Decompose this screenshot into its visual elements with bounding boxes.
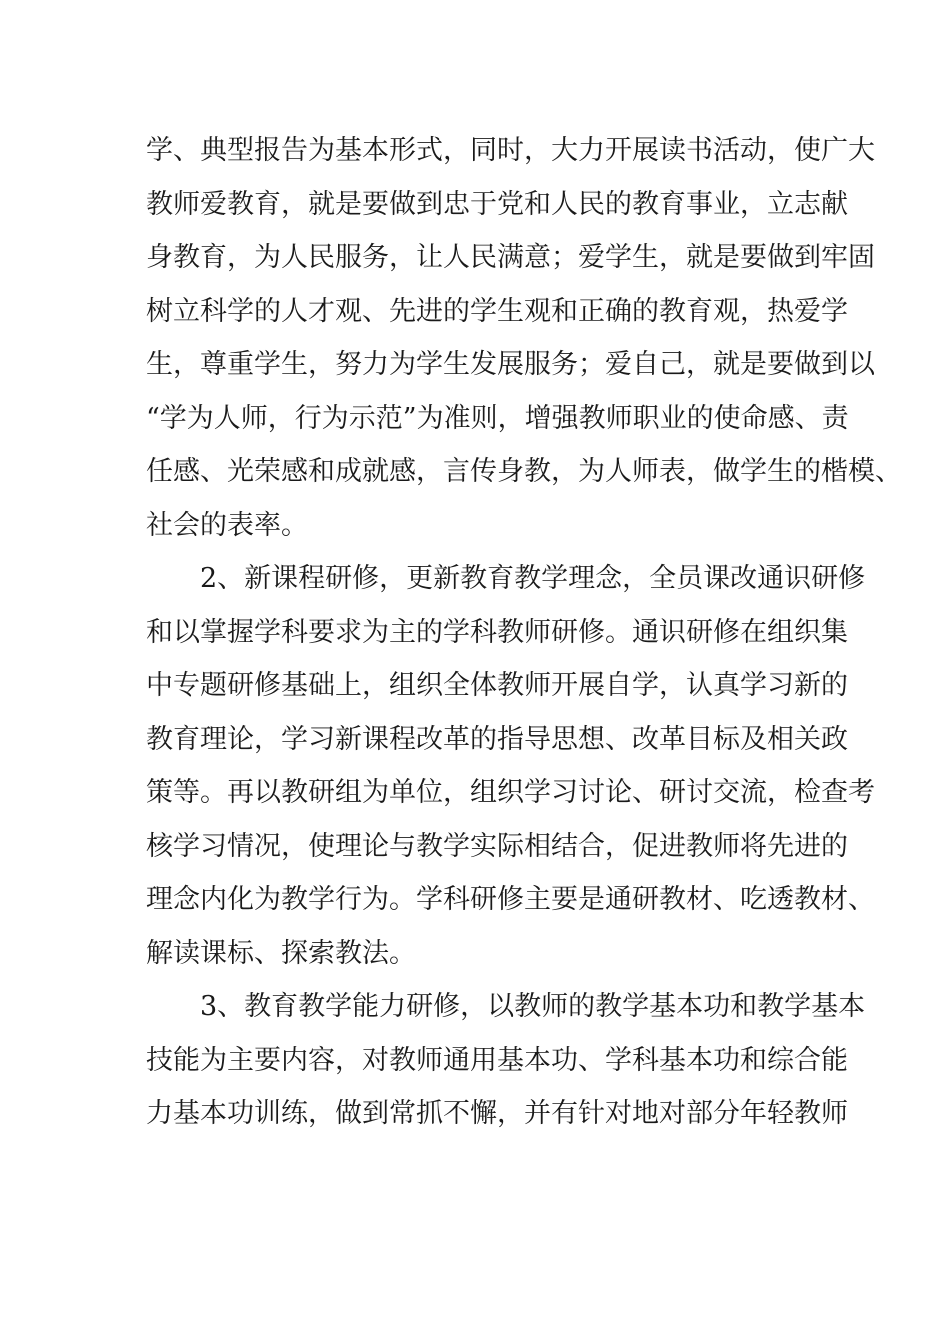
text-line: 中专题研修基础上，组织全体教师开展自学，认真学习新的 <box>146 670 848 701</box>
paragraph-3-start: 3、教育教学能力研修，以教师的教学基本功和教学基本 <box>200 991 866 1022</box>
text-line: 生，尊重学生，努力为学生发展服务；爱自己，就是要做到以 <box>146 349 875 380</box>
paragraph-2-start: 2、新课程研修，更新教育教学理念，全员课改通识研修 <box>200 563 866 594</box>
text-line: 理念内化为教学行为。学科研修主要是通研教材、吃透教材、 <box>146 884 875 915</box>
body-text <box>146 124 902 1141</box>
text-line: 身教育，为人民服务，让人民满意；爱学生，就是要做到牢固 <box>146 242 875 273</box>
text-line: 教师爱教育，就是要做到忠于党和人民的教育事业，立志献 <box>146 188 848 220</box>
text-line: 力基本功训练，做到常抓不懈，并有针对地对部分年轻教师 <box>146 1098 848 1129</box>
text-line: 和以掌握学科要求为主的学科教师研修。通识研修在组织集 <box>146 616 848 648</box>
text-line: 学、典型报告为基本形式，同时，大力开展读书活动，使广大 <box>146 135 875 166</box>
text-line: “学为人师，行为示范”为准则，增强教师职业的使命感、责 <box>146 402 849 434</box>
text-line: 树立科学的人才观、先进的学生观和正确的教育观，热爱学 <box>146 295 848 327</box>
text-line: 策等。再以教研组为单位，组织学习讨论、研讨交流，检查考 <box>146 777 875 808</box>
text-line: 核学习情况，使理论与教学实际相结合，促进教师将先进的 <box>146 830 848 862</box>
text-line: 技能为主要内容，对教师通用基本功、学科基本功和综合能 <box>146 1044 848 1076</box>
text-line: 社会的表率。 <box>146 509 308 541</box>
text-line: 解读课标、探索教法。 <box>146 937 416 969</box>
text-line: 任感、光荣感和成就感，言传身教，为人师表，做学生的楷模、 <box>146 456 902 487</box>
text-line: 教育理论，学习新课程改革的指导思想、改革目标及相关政 <box>146 723 848 755</box>
